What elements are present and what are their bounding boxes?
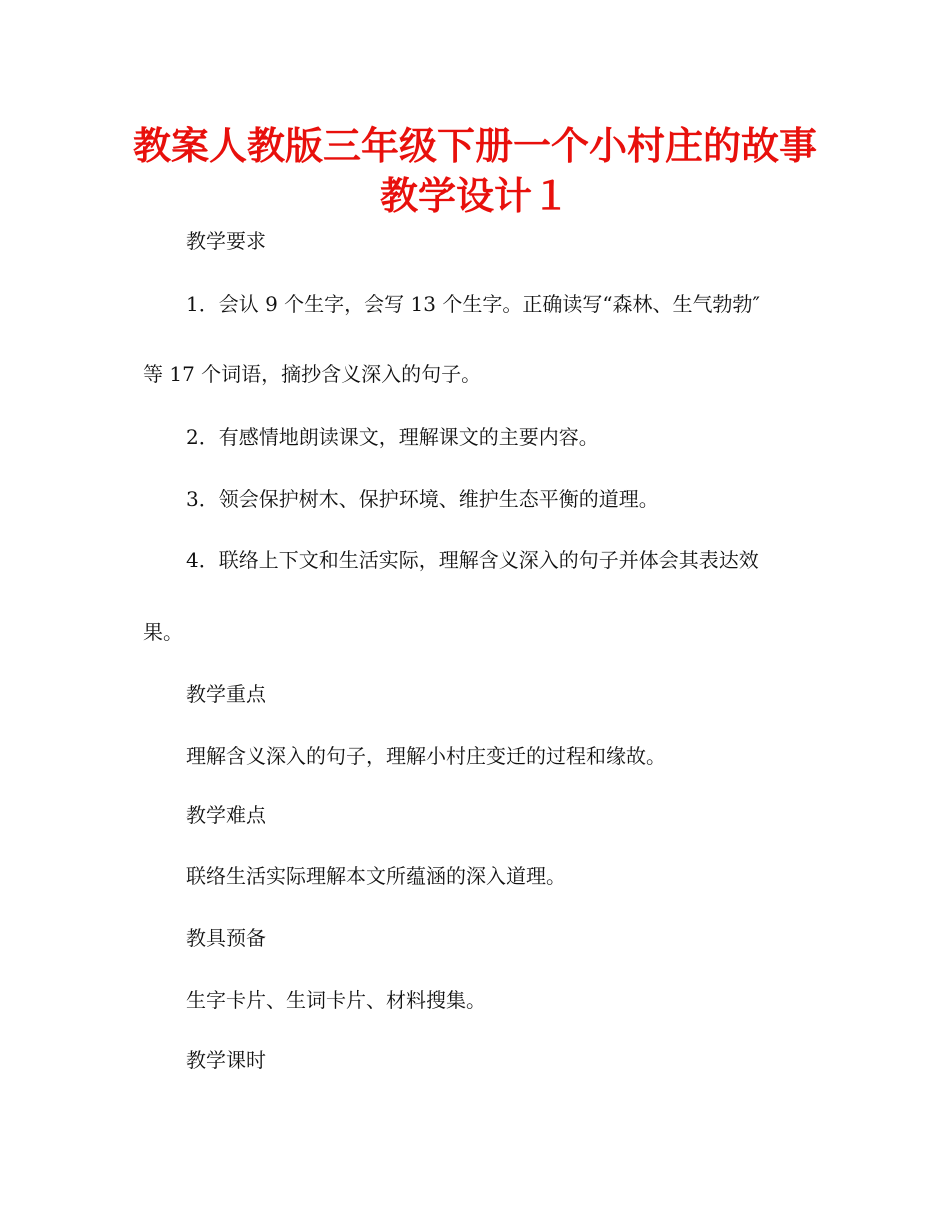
requirement-1-line-2: 等 17 个词语，摘抄含义深入的句子。 (143, 362, 482, 386)
document-title-line-2: 教学设计１ (379, 174, 570, 218)
heading-difficulties: 教学难点 (186, 803, 266, 827)
requirement-4-line-2: 果。 (143, 620, 183, 644)
requirement-2: 2．有感情地朗读课文，理解课文的主要内容。 (186, 425, 599, 449)
requirement-3: 3．领会保护树木、保护环境、维护生态平衡的道理。 (186, 487, 659, 511)
difficulties-text: 联络生活实际理解本文所蕴涵的深入道理。 (186, 864, 566, 888)
document-title-line-1: 教案人教版三年级下册一个小村庄的故事 (132, 124, 817, 168)
heading-teaching-requirements: 教学要求 (186, 229, 266, 253)
requirement-4-line-1: 4．联络上下文和生活实际，理解含义深入的句子并体会其表达效 (186, 548, 759, 572)
heading-teaching-periods: 教学课时 (186, 1048, 266, 1072)
requirement-1-line-1: 1．会认 9 个生字，会写 13 个生字。正确读写“森林、生气勃勃″ (186, 292, 761, 316)
materials-text: 生字卡片、生词卡片、材料搜集。 (186, 988, 486, 1012)
key-points-text: 理解含义深入的句子，理解小村庄变迁的过程和缘故。 (186, 744, 666, 768)
heading-materials: 教具预备 (186, 926, 266, 950)
heading-key-points: 教学重点 (186, 682, 266, 706)
